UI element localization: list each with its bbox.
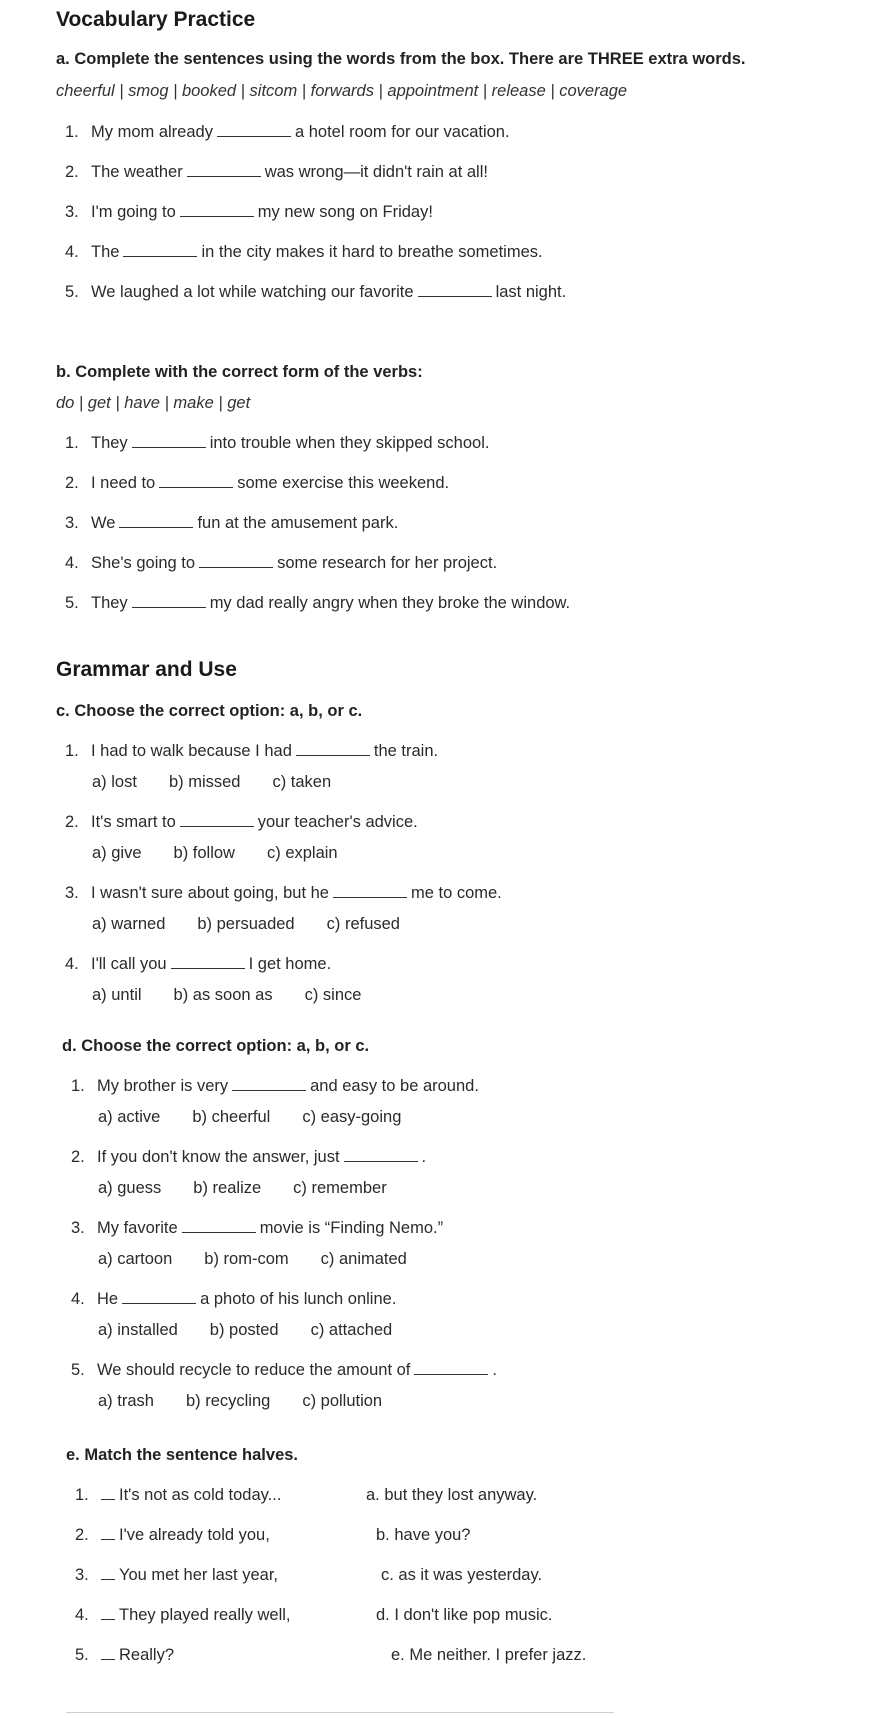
match-left-2: 2. I've already told you, bbox=[75, 1526, 270, 1544]
match-right-b: b. have you? bbox=[376, 1526, 471, 1544]
instruction-c: c. Choose the correct option: a, b, or c. bbox=[56, 702, 363, 720]
section-title-grammar: Grammar and Use bbox=[56, 658, 237, 681]
option-b[interactable]: b) follow bbox=[173, 844, 235, 862]
section-title-vocabulary: Vocabulary Practice bbox=[56, 8, 256, 31]
exercise-b-item-5: 5. They my dad really angry when they broke the window. bbox=[65, 594, 571, 612]
exercise-c-options-1 bbox=[92, 773, 363, 792]
match-left-3: 3. You met her last year, bbox=[75, 1566, 278, 1584]
exercise-a-item-1: 1. My mom already a hotel room for our vacation. bbox=[65, 123, 510, 141]
exercise-b-item-3: 3. We fun at the amusement park. bbox=[65, 514, 399, 532]
option-a[interactable]: a) warned bbox=[92, 915, 166, 933]
instruction-b: b. Complete with the correct form of the verbs: bbox=[56, 363, 423, 381]
answer-blank[interactable] bbox=[296, 754, 370, 756]
match-blank[interactable] bbox=[101, 1618, 115, 1620]
option-c[interactable]: c) since bbox=[304, 986, 362, 1004]
exercise-d-options-2 bbox=[98, 1179, 419, 1198]
match-right-a: a. but they lost anyway. bbox=[366, 1486, 538, 1504]
exercise-b-item-2: 2. I need to some exercise this weekend. bbox=[65, 474, 450, 492]
exercise-c-item-3: 3. I wasn't sure about going, but he me to come. bbox=[65, 884, 502, 902]
option-c[interactable]: c) explain bbox=[266, 844, 338, 862]
match-left-4: 4. They played really well, bbox=[75, 1606, 291, 1624]
exercise-c-item-1: 1. I had to walk because I had the train. bbox=[65, 742, 439, 760]
option-a[interactable]: a) trash bbox=[98, 1392, 154, 1410]
exercise-a-item-5: 5. We laughed a lot while watching our favorite last night. bbox=[65, 283, 567, 301]
exercise-d-item-1: 1. My brother is very and easy to be around. bbox=[71, 1077, 479, 1095]
exercise-c-item-2: 2. It's smart to your teacher's advice. bbox=[65, 813, 418, 831]
exercise-a-item-4: 4. The in the city makes it hard to breathe sometimes. bbox=[65, 243, 543, 261]
match-blank[interactable] bbox=[101, 1578, 115, 1580]
option-c[interactable]: c) easy-going bbox=[302, 1108, 402, 1126]
exercise-d-item-4: 4. He a photo of his lunch online. bbox=[71, 1290, 397, 1308]
answer-blank[interactable] bbox=[171, 967, 245, 969]
answer-blank[interactable] bbox=[414, 1373, 488, 1375]
bottom-divider bbox=[66, 1712, 614, 1713]
answer-blank[interactable] bbox=[159, 486, 233, 488]
answer-blank[interactable] bbox=[217, 135, 291, 137]
answer-blank[interactable] bbox=[418, 295, 492, 297]
exercise-c-item-4: 4. I'll call you I get home. bbox=[65, 955, 332, 973]
exercise-d-options-5 bbox=[98, 1392, 414, 1411]
option-b[interactable]: b) missed bbox=[168, 773, 241, 791]
word-box-b: do | get | have | make | get bbox=[56, 394, 251, 412]
match-blank[interactable] bbox=[101, 1538, 115, 1540]
exercise-c-options-4 bbox=[92, 986, 393, 1005]
option-a[interactable]: a) installed bbox=[98, 1321, 178, 1339]
match-right-e: e. Me neither. I prefer jazz. bbox=[391, 1646, 587, 1664]
answer-blank[interactable] bbox=[180, 215, 254, 217]
option-b[interactable]: b) persuaded bbox=[197, 915, 295, 933]
exercise-d-item-2: 2. If you don't know the answer, just . bbox=[71, 1148, 427, 1166]
match-blank[interactable] bbox=[101, 1658, 115, 1660]
exercise-d-item-3: 3. My favorite movie is “Finding Nemo.” bbox=[71, 1219, 444, 1237]
answer-blank[interactable] bbox=[232, 1089, 306, 1091]
answer-blank[interactable] bbox=[132, 446, 206, 448]
exercise-a-item-3: 3. I'm going to my new song on Friday! bbox=[65, 203, 433, 221]
option-b[interactable]: b) recycling bbox=[185, 1392, 271, 1410]
option-a[interactable]: a) lost bbox=[92, 773, 137, 791]
option-b[interactable]: b) cheerful bbox=[192, 1108, 271, 1126]
exercise-d-options-4 bbox=[98, 1321, 424, 1340]
option-c[interactable]: c) remember bbox=[293, 1179, 387, 1197]
exercise-d-options-1 bbox=[98, 1108, 433, 1127]
instruction-d: d. Choose the correct option: a, b, or c. bbox=[62, 1037, 370, 1055]
option-a[interactable]: a) guess bbox=[98, 1179, 162, 1197]
option-c[interactable]: c) pollution bbox=[302, 1392, 383, 1410]
answer-blank[interactable] bbox=[187, 175, 261, 177]
match-left-5: 5. Really? bbox=[75, 1646, 175, 1664]
exercise-d-item-5: 5. We should recycle to reduce the amount of . bbox=[71, 1361, 497, 1379]
option-a[interactable]: a) give bbox=[92, 844, 142, 862]
instruction-a: a. Complete the sentences using the words from the box. There are THREE extra words. bbox=[56, 50, 746, 68]
answer-blank[interactable] bbox=[180, 825, 254, 827]
answer-blank[interactable] bbox=[119, 526, 193, 528]
answer-blank[interactable] bbox=[182, 1231, 256, 1233]
match-right-c: c. as it was yesterday. bbox=[381, 1566, 543, 1584]
answer-blank[interactable] bbox=[122, 1302, 196, 1304]
option-a[interactable]: a) cartoon bbox=[98, 1250, 173, 1268]
instruction-e: e. Match the sentence halves. bbox=[66, 1446, 299, 1464]
exercise-a-item-2: 2. The weather was wrong—it didn't rain at all! bbox=[65, 163, 488, 181]
option-c[interactable]: c) attached bbox=[310, 1321, 393, 1339]
option-a[interactable]: a) active bbox=[98, 1108, 161, 1126]
answer-blank[interactable] bbox=[344, 1160, 418, 1162]
option-b[interactable]: b) realize bbox=[193, 1179, 262, 1197]
option-a[interactable]: a) until bbox=[92, 986, 142, 1004]
match-left-1: 1. It's not as cold today... bbox=[75, 1486, 282, 1504]
answer-blank[interactable] bbox=[123, 255, 197, 257]
option-b[interactable]: b) as soon as bbox=[173, 986, 273, 1004]
answer-blank[interactable] bbox=[333, 896, 407, 898]
word-box-a: cheerful | smog | booked | sitcom | forwards | appointment | release | coverage bbox=[56, 82, 628, 100]
exercise-b-item-1: 1. They into trouble when they skipped school. bbox=[65, 434, 490, 452]
exercise-c-options-3 bbox=[92, 915, 432, 934]
exercise-b-item-4: 4. She's going to some research for her project. bbox=[65, 554, 498, 572]
match-blank[interactable] bbox=[101, 1498, 115, 1500]
exercise-c-options-2 bbox=[92, 844, 370, 863]
match-right-d: d. I don't like pop music. bbox=[376, 1606, 553, 1624]
answer-blank[interactable] bbox=[132, 606, 206, 608]
answer-blank[interactable] bbox=[199, 566, 273, 568]
exercise-d-options-3 bbox=[98, 1250, 439, 1269]
option-c[interactable]: c) taken bbox=[272, 773, 332, 791]
option-c[interactable]: c) refused bbox=[326, 915, 400, 933]
option-b[interactable]: b) posted bbox=[209, 1321, 279, 1339]
option-c[interactable]: c) animated bbox=[320, 1250, 407, 1268]
option-b[interactable]: b) rom-com bbox=[204, 1250, 289, 1268]
